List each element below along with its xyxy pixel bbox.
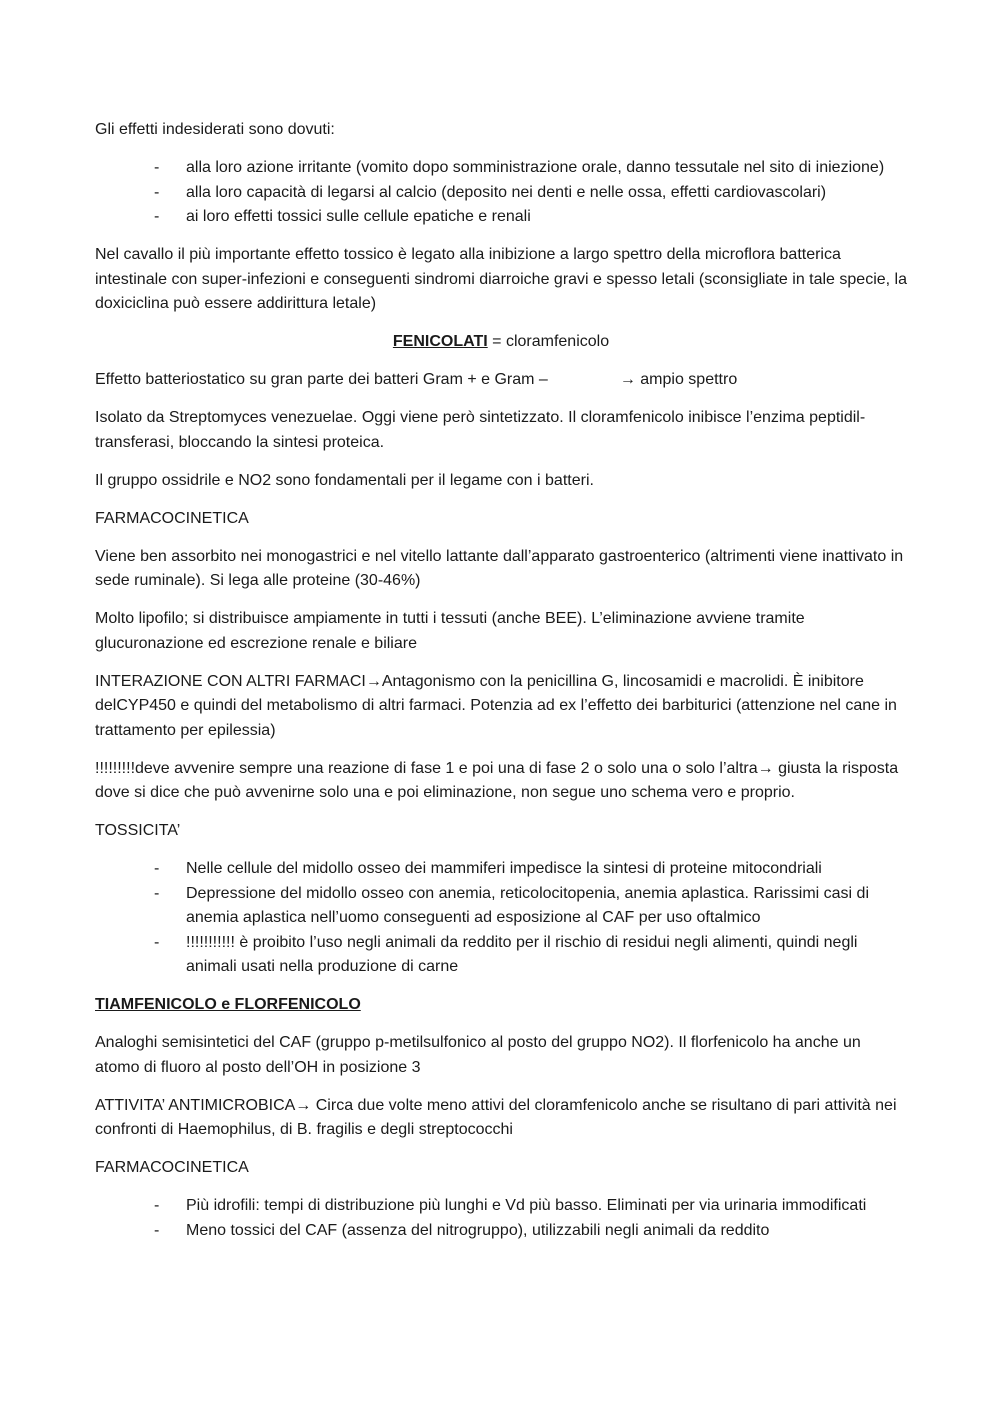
fenicolati-heading	[95, 330, 907, 355]
dash-bullet: -	[154, 208, 160, 225]
spectrum-arrow: → ampio spettro	[619, 371, 738, 388]
list-item: - Depressione del midollo osseo con anemia, reticolocitopenia, anemia aplastica. Rarissimi casi di anemia aplastica nell’uomo conseguenti ad esposizione al CAF per uso oftalmico	[95, 882, 907, 931]
spectrum-line: Effetto batteriostatico su gran parte dei batteri Gram + e Gram – → ampio spettro	[95, 371, 738, 388]
dash-bullet: -	[154, 1221, 160, 1239]
intro-text: Gli effetti indesiderati sono dovuti:	[95, 121, 335, 138]
interaction-paragraph: INTERAZIONE CON ALTRI FARMACI→Antagonismo con la penicillina G, lincosamidi e macrolidi. È inibitore delCYP450 e quindi del metabolismo di altri farmaci. Potenzia ad ex l’effetto dei barbiturici (attenzione nel cane in trattamento per epilessia)	[95, 672, 897, 739]
activity-paragraph: ATTIVITA’ ANTIMICROBICA→ Circa due volte meno attivi del cloramfenicolo anche se risultano di pari attività nei confronti di Haemophilus, di B. fragilis e degli streptococchi	[95, 1096, 897, 1138]
toxicity-heading: TOSSICITA’	[95, 822, 181, 839]
pharmacokinetics-heading: FARMACOCINETICA	[95, 509, 249, 527]
list-item: - !!!!!!!!!!! è proibito l’uso negli animali da reddito per il rischio di residui negli alimenti, quindi negli animali usati nella produzione di carne	[95, 931, 907, 980]
list-item: - ai loro effetti tossici sulle cellule epatiche e renali	[95, 205, 907, 230]
list-item: - alla loro capacità di legarsi al calcio (deposito nei denti e nelle ossa, effetti cardiovascolari)	[95, 181, 907, 206]
dash-bullet: -	[154, 183, 160, 201]
dash-bullet: -	[154, 933, 160, 951]
lipophilic-paragraph: Molto lipofilo; si distribuisce ampiamente in tutti i tessuti (anche BEE). L’eliminazione avviene tramite glucuronazione ed escrezione renale e biliare	[95, 610, 805, 652]
dash-bullet: -	[154, 1197, 160, 1214]
dash-bullet: -	[154, 884, 160, 902]
toxicity-list	[95, 857, 907, 980]
tiamfenicolo-heading: TIAMFENICOLO e FLORFENICOLO	[95, 996, 361, 1013]
absorption-paragraph: Viene ben assorbito nei monogastrici e nel vitello lattante dall’apparato gastroenterico (altrimenti viene inattivato in sede ruminale). Si lega alle proteine (30-46%)	[95, 547, 904, 589]
pharmacokinetics-list	[95, 1194, 907, 1243]
pharmacokinetics-heading-2: FARMACOCINETICA	[95, 1159, 249, 1176]
horse-paragraph: Nel cavallo il più importante effetto tossico è legato alla inibizione a largo spettro della microflora batterica intestinale con super-infezioni e conseguenti sindromi diarroiche gravi e spesso letali (sconsigliate in tale specie, la doxiciclina può essere addirittura letale)	[95, 246, 907, 312]
group-paragraph: Il gruppo ossidrile e NO2 sono fondamentali per il legame con i batteri.	[95, 471, 594, 489]
note-paragraph: !!!!!!!!!deve avvenire sempre una reazione di fase 1 e poi una di fase 2 o solo una o solo l’altra→ giusta la risposta dove si dice che può avvenirne solo una e poi eliminazione, non segue uno schema vero e proprio.	[95, 759, 899, 801]
fenicolati-title: FENICOLATI	[392, 333, 488, 350]
list-item: - Meno tossici del CAF (assenza del nitrogruppo), utilizzabili negli animali da reddito	[95, 1219, 907, 1244]
dash-bullet: -	[154, 860, 160, 877]
list-item: - alla loro azione irritante (vomito dopo somministrazione orale, danno tessutale nel sito di iniezione)	[95, 156, 907, 181]
isolated-paragraph: Isolato da Streptomyces venezuelae. Oggi viene però sintetizzato. Il cloramfenicolo inibisce l’enzima peptidil-transferasi, bloccando la sintesi proteica.	[95, 409, 866, 451]
effects-list	[95, 156, 907, 230]
list-item: - Nelle cellule del midollo osseo dei mammiferi impedisce la sintesi di proteine mitocondriali	[95, 857, 907, 882]
document-page	[95, 118, 907, 1257]
analogs-paragraph: Analoghi semisintetici del CAF (gruppo p-metilsulfonico al posto del gruppo NO2). Il florfenicolo ha anche un atomo di fluoro al posto dell’OH in posizione 3	[95, 1034, 861, 1076]
list-item: - Più idrofili: tempi di distribuzione più lunghi e Vd più basso. Eliminati per via urinaria immodificati	[95, 1194, 907, 1219]
dash-bullet: -	[154, 159, 160, 176]
fenicolati-rest: = cloramfenicolo	[487, 333, 610, 350]
